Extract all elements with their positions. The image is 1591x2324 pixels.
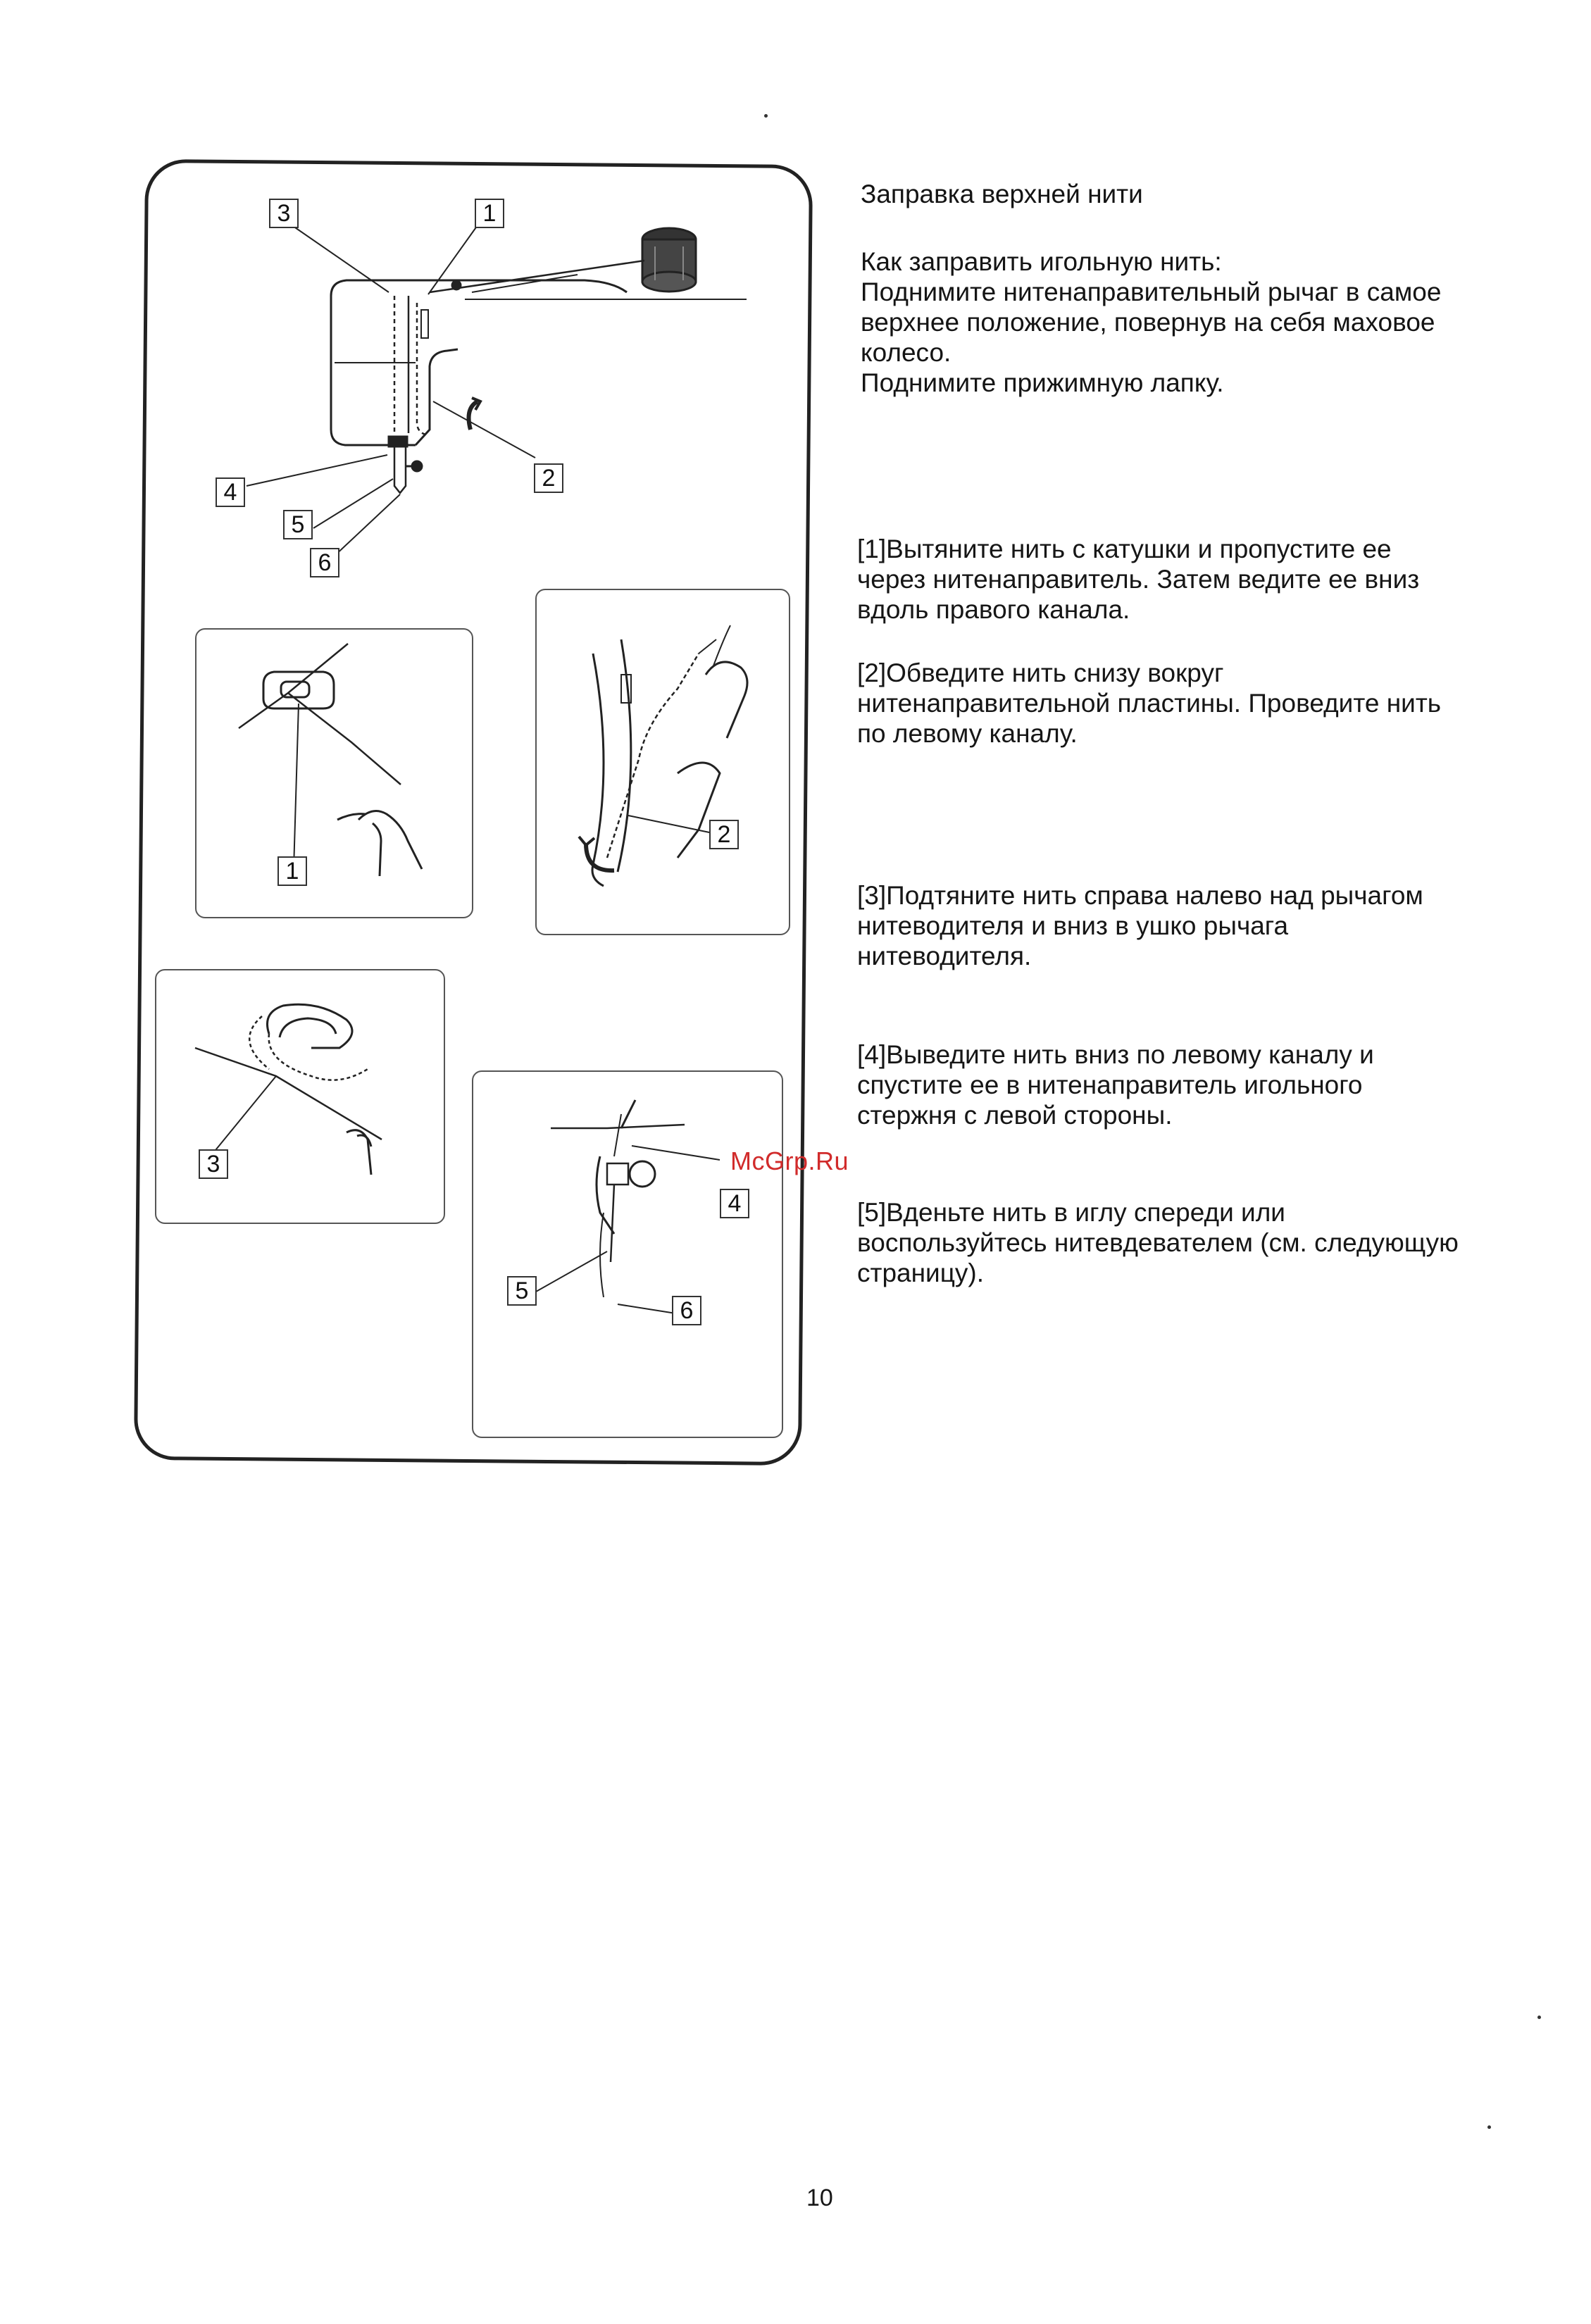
step-1 [857, 534, 1512, 625]
step-line: стержня с левой стороны. [857, 1101, 1173, 1130]
page-number: 10 [806, 2185, 833, 2211]
intro-block [861, 246, 1537, 398]
detail4-callout-6: 6 [672, 1296, 701, 1325]
watermark: McGrp.Ru [730, 1147, 849, 1175]
step-line: нитенаправительной пластины. Проведите нить [857, 689, 1442, 718]
scan-speck [1487, 2125, 1491, 2129]
step-line: [5]Вденьте нить в иглу спереди или [857, 1198, 1285, 1227]
detail-figure-1 [195, 628, 473, 918]
step-line: нитеводителя и вниз в ушко рычага [857, 911, 1289, 940]
step-line: [1]Вытяните нить с катушки и пропустите ее [857, 535, 1392, 563]
step-line: вдоль правого канала. [857, 595, 1130, 624]
callout-3: 3 [269, 199, 299, 228]
step-3 [857, 880, 1512, 971]
main-threading-figure [162, 190, 796, 585]
detail-figure-4 [472, 1070, 783, 1438]
step-line: спустите ее в нитенаправитель игольного [857, 1070, 1363, 1099]
step-line: по левому каналу. [857, 719, 1078, 748]
scan-speck [1537, 2016, 1541, 2019]
detail-figure-3 [155, 969, 445, 1224]
detail4-callout-4: 4 [720, 1189, 749, 1218]
step-line: [2]Обведите нить снизу вокруг [857, 658, 1224, 687]
intro-line: колесо. [861, 338, 952, 367]
detail4-callout-5: 5 [507, 1276, 537, 1306]
step-2 [857, 658, 1512, 749]
intro-line: Поднимите прижимную лапку. [861, 368, 1224, 397]
callout-5: 5 [283, 510, 313, 539]
step-line: [4]Выведите нить вниз по левому каналу и [857, 1040, 1374, 1069]
intro-title: Как заправить игольную нить: [861, 247, 1222, 276]
detail2-callout: 2 [709, 820, 739, 849]
intro-line: верхнее положение, повернув на себя маховое [861, 308, 1435, 337]
intro-line: Поднимите нитенаправительный рычаг в самое [861, 277, 1442, 306]
callout-1: 1 [475, 199, 504, 228]
page-heading: Заправка верхней нити [861, 180, 1143, 208]
callout-6: 6 [310, 548, 339, 577]
step-5 [857, 1197, 1512, 1288]
step-line: воспользуйтесь нитевдевателем (см. следующую [857, 1228, 1459, 1257]
step-4 [857, 1039, 1512, 1130]
callout-2: 2 [534, 463, 563, 493]
callout-4: 4 [216, 477, 245, 507]
step-line: страницу). [857, 1258, 984, 1287]
scan-speck [764, 114, 768, 118]
detail-figure-2 [535, 589, 790, 935]
step-line: [3]Подтяните нить справа налево над рычагом [857, 881, 1423, 910]
step-line: через нитенаправитель. Затем ведите ее вниз [857, 565, 1420, 594]
detail3-callout: 3 [199, 1149, 228, 1179]
detail1-callout: 1 [277, 856, 307, 886]
step-line: нитеводителя. [857, 942, 1032, 970]
